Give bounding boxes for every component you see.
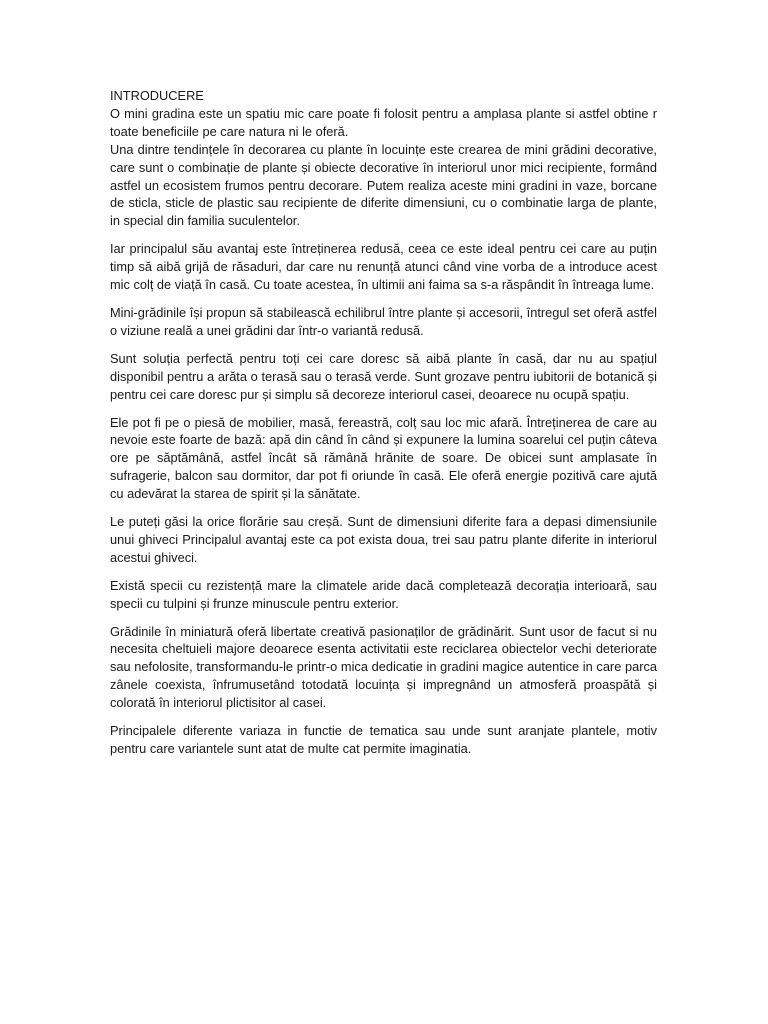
document-heading: INTRODUCERE [110,88,204,103]
paragraph: Principalele diferente variaza in functie de tematica sau unde sunt aranjate plantele, motiv pentru care variantele sunt atat de multe cat permite imaginatia. [110,723,657,756]
paragraph: Mini-grădinile își propun să stabilească echilibrul între plante și accesorii, întregul set oferă astfel o viziune reală a unei grădini dar într-o variantă redusă. [110,304,657,338]
paragraph: Grădinile în miniatură oferă libertate creativă pasionaților de grădinărit. Sunt usor de facut si nu necesita cheltuieli majore deoarece esenta activitatii este reciclarea obiectelor vechi deteriorate sau nefolosite, transformandu-le printr-o mica dedicatie in gradini magice autentice in care parca zânele coexista, înfrumusetând totodată locuința și impregnând un atmosferă proaspătă și colorată în interiorul plictisitor al casei. [110,623,657,711]
paragraph: O mini gradina este un spatiu mic care poate fi folosit pentru a amplasa plante si astfel obtine r toate beneficiile pe care natura ni le oferă. [110,105,657,139]
paragraph: Există specii cu rezistență mare la climatele aride dacă completează decorația interioară, sau specii cu tulpini și frunze minuscule pentru exterior. [110,577,657,611]
paragraph: Ele pot fi pe o piesă de mobilier, masă, fereastră, colț sau loc mic afară. Întreținerea de care au nevoie este foarte de bază: apă din când în când și expunere la lumina soarelui cel puțin câteva ore pe săptămână, astfel încât să rămână hrănite de soare. De obicei sunt amplasate în sufragerie, balcon sau dormitor, dar pot fi oriunde în casă. Ele oferă energie pozitivă care ajută cu adevărat la starea de spirit și la sănătate. [110,414,657,502]
paragraph: Le puteți găsi la orice florărie sau creșă. Sunt de dimensiuni diferite fara a depasi dimensiunile unui ghiveci Principalul avantaj este ca pot exista doua, trei sau patru plante diferite in interiorul acestui ghiveci. [110,514,657,565]
paragraph: Sunt soluția perfectă pentru toți cei care doresc să aibă plante în casă, dar nu au spațiul disponibil pentru a arăta o terasă sau o terasă verde. Sunt grozave pentru iubitorii de botanică și pentru cei care doresc pur și simplu să decoreze interiorul casei, deoarece nu ocupă spațiu. [110,350,657,402]
document-page [110,87,657,768]
paragraph: Una dintre tendințele în decorarea cu plante în locuințe este crearea de mini grădini decorative, care sunt o combinație de plante și obiecte decorative în interiorul unor mici recipiente, formând astfel un ecosistem frumos pentru decorare. Putem realiza aceste mini gradini in vaze, borcane de sticla, sticle de plastic sau recipiente de diferite dimensiuni, cu o combinatie larga de plante, in special din familia suculentelor. [110,141,657,229]
paragraph: Iar principalul său avantaj este întreținerea redusă, ceea ce este ideal pentru cei care au puțin timp să aibă grijă de răsaduri, dar care nu renunță atunci când vine vorba de a introduce acest mic colț de viață în casă. Cu toate acestea, în ultimii ani faima sa s-a răspândit în întreaga lume. [110,241,657,293]
